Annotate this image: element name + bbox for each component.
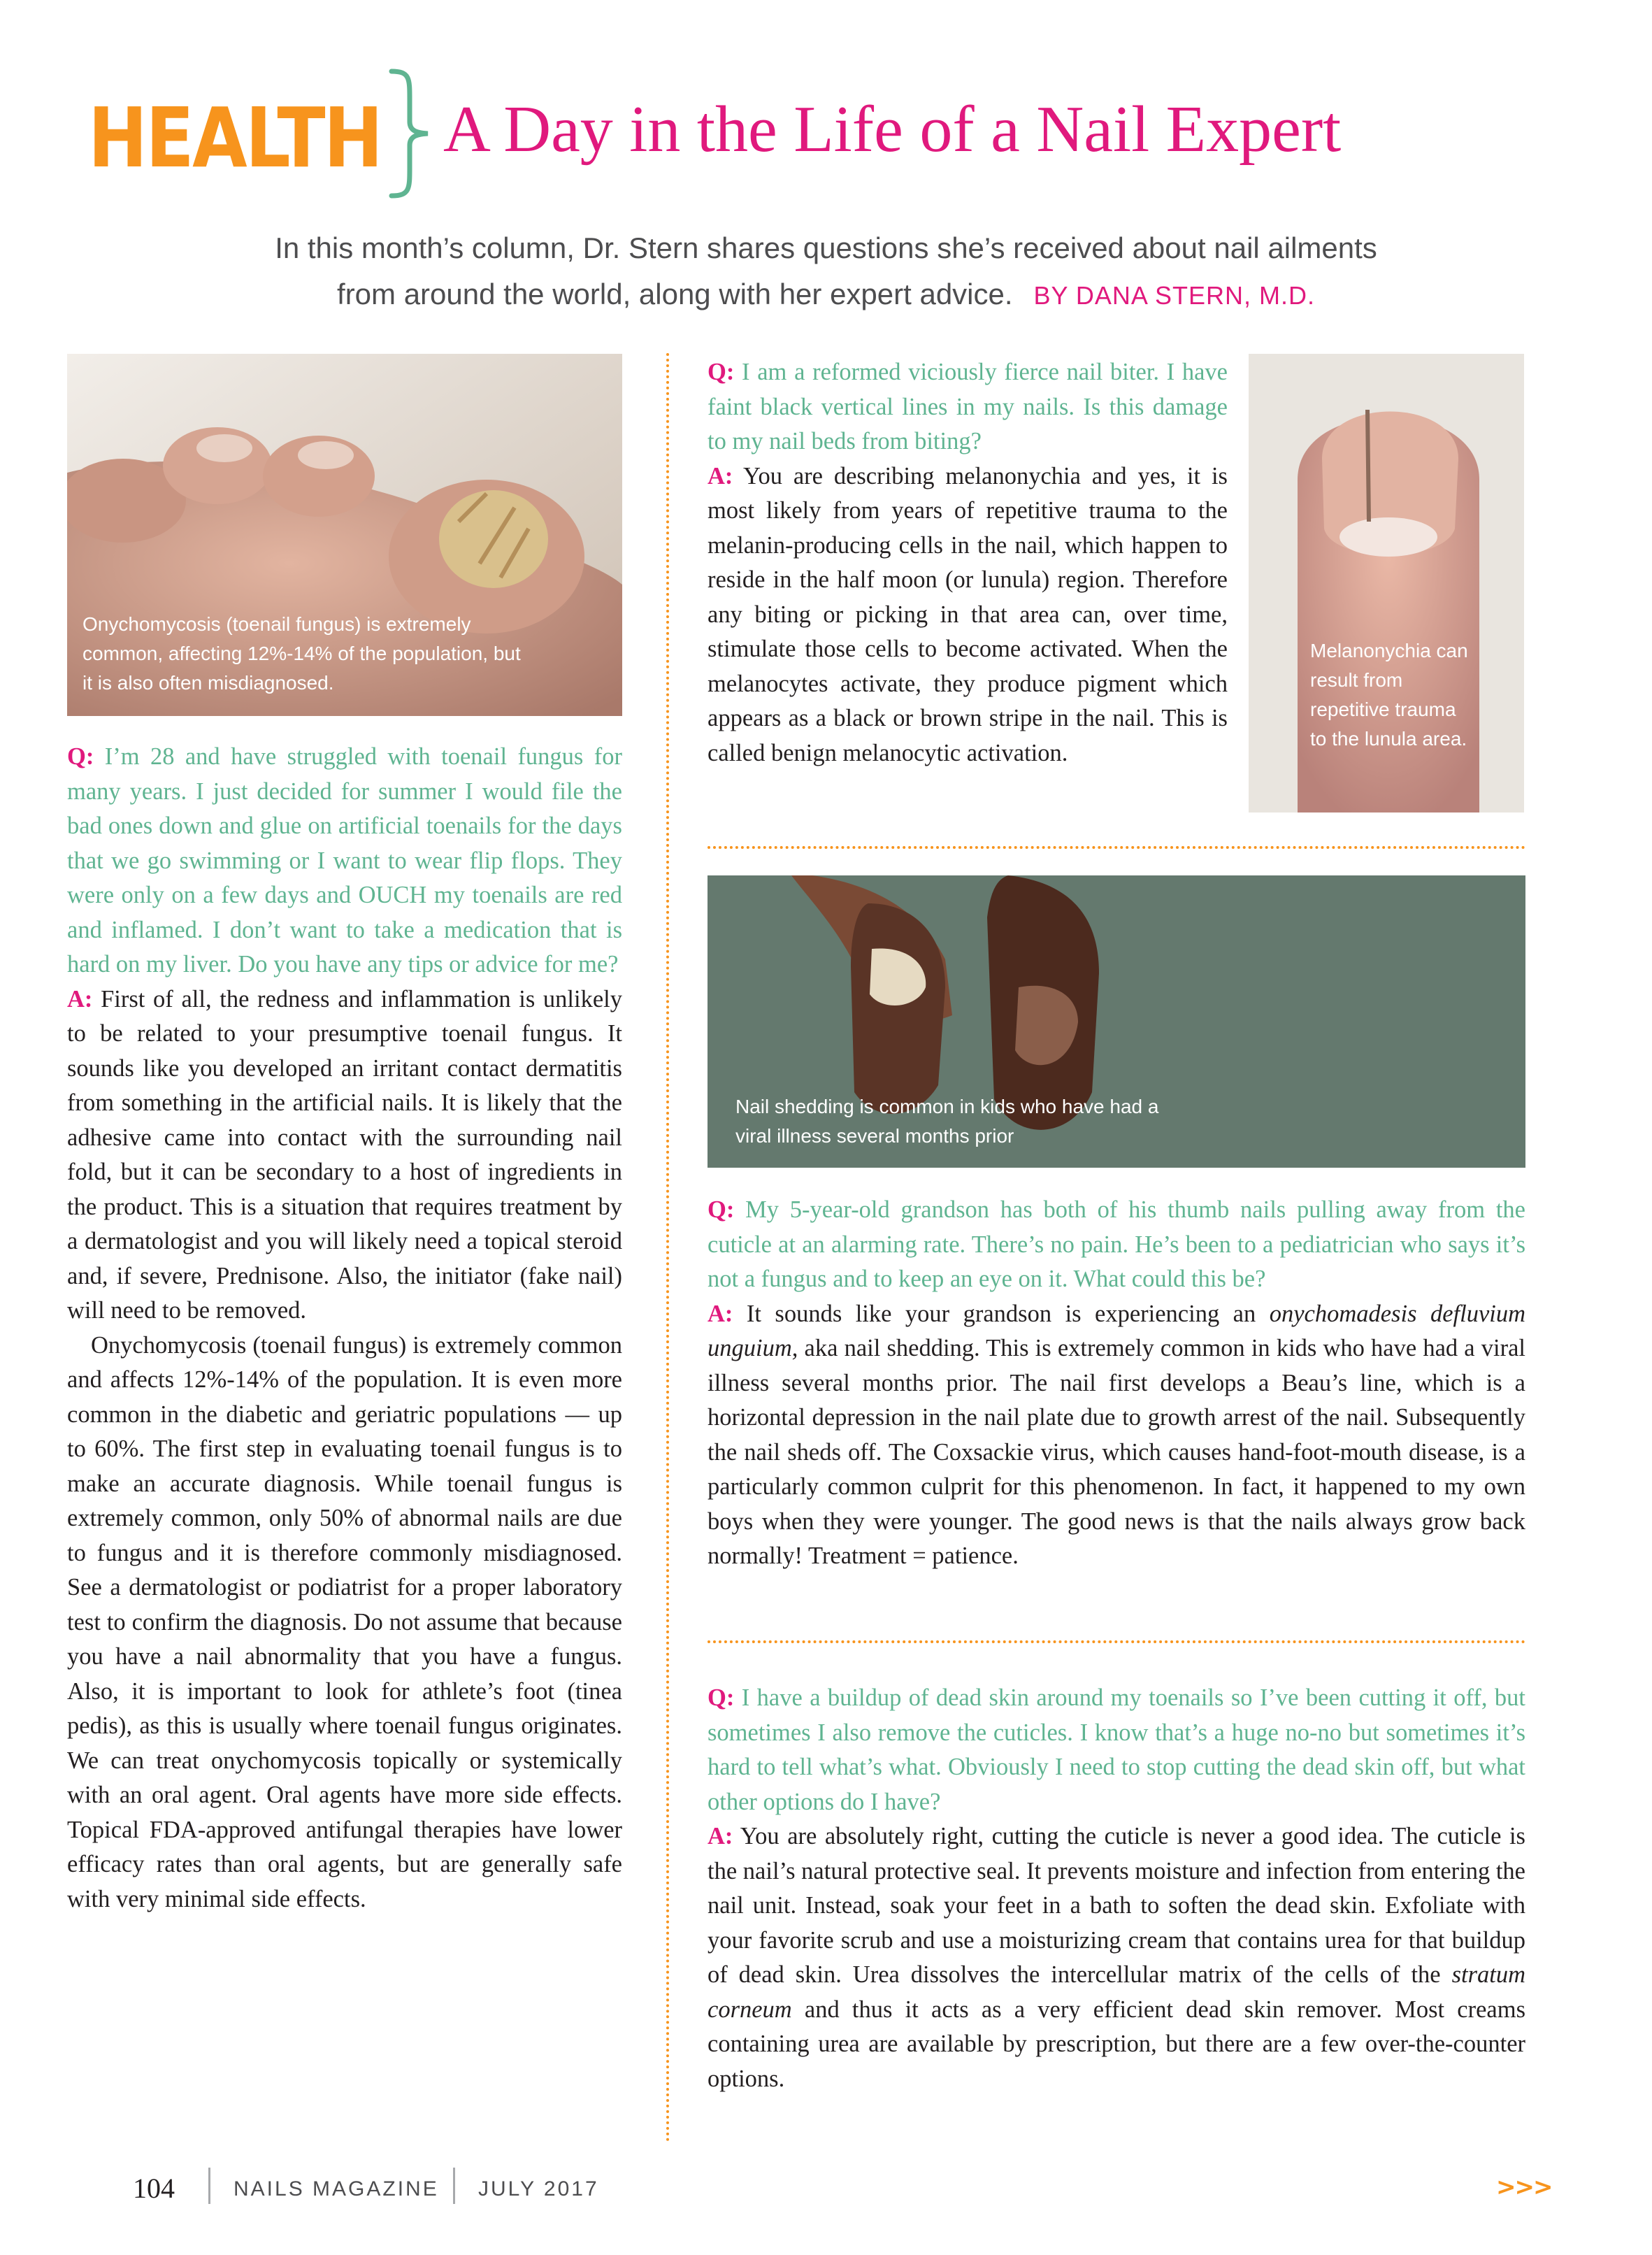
footer-issue: JULY 2017 bbox=[478, 2177, 599, 2200]
qa4-answer-term: stratum corneum bbox=[708, 1961, 1525, 2023]
qa3-answer bbox=[708, 1297, 1525, 1574]
qa4-answer-post: and thus it acts as a very efficient dead skin remover. Most creams containing urea are available by prescription, but there are a few over-the-counter options. bbox=[708, 1996, 1525, 2092]
qa1-question-text: I’m 28 and have struggled with toenail fungus for many years. I just decided for summer I would file the bad ones down and glue on artificial toenails for the days that we go swimming or I want to wear flip flops. They were only on a few days and OUCH my toenails are red and inflamed. I don’t want to take a medication that is hard on my liver. Do you have any tips or advice for me? bbox=[67, 743, 622, 978]
qa3-block bbox=[708, 1193, 1525, 1574]
qa2-answer bbox=[708, 459, 1228, 771]
q-label: Q: bbox=[708, 359, 735, 385]
deck-line-1: In this month’s column, Dr. Stern shares questions she’s received about nail ailments bbox=[275, 231, 1377, 264]
q-label: Q: bbox=[708, 1684, 735, 1711]
melanonychia-photo-caption: Melanonychia can result from repetitive trauma to the lunula area. bbox=[1310, 640, 1468, 750]
qa1-answer bbox=[67, 982, 622, 1329]
toenail-photo-caption: Onychomycosis (toenail fungus) is extremely common, affecting 12%-14% of the population, but it is also often misdiagnosed. bbox=[82, 613, 521, 694]
a-label: A: bbox=[708, 1300, 733, 1327]
qa2-block bbox=[708, 355, 1228, 771]
qa4-question-text: I have a buildup of dead skin around my toenails so I’ve been cutting it off, but sometimes I also remove the cuticles. I know that’s a huge no-no but sometimes it’s hard to tell what’s what. Obviously I need to stop cutting the dead skin off, but what other options do I have? bbox=[708, 1684, 1526, 1815]
qa3-answer-term: onychomadesis defluvium unguium, bbox=[708, 1300, 1526, 1361]
deck bbox=[0, 225, 1652, 319]
qa4-question bbox=[708, 1681, 1525, 1819]
qa3-answer-pre: It sounds like your grandson is experiencing an bbox=[746, 1300, 1256, 1327]
q-label: Q: bbox=[708, 1196, 735, 1223]
left-column bbox=[67, 740, 622, 1917]
qa1-answer-p2: Onychomycosis (toenail fungus) is extremely common and affects 12%-14% of the population. It is even more common in the diabetic and geriatric populations — up to 60%. The first step in evaluating toenail fungus is to make an accurate diagnosis. While toenail fungus is extremely common, only 50% of abnormal nails are due to fungus and it is therefore commonly misdiagnosed. See a dermatologist or podiatrist for a proper laboratory test to confirm the diagnosis. Do not assume that because you have a nail abnormality that you have a fungus. Also, it is important to look for athlete’s foot (tinea pedis), as this is usually where toenail fungus originates. We can treat onychomycosis topically or systemically with an oral agent. Oral agents have more side effects. Topical FDA-approved antifungal therapies have lower efficacy rates than oral agents, but are generally safe with very minimal side effects. bbox=[67, 1331, 622, 1912]
qa2-answer-text: You are describing melanonychia and yes, it is most likely from years of repetitive trauma to the melanin-producing cells in the nail, which happen to reside in the half moon (or lunula) region. Therefore any biting or picking in that area can, over time, stimulate those cells to become activated. When the melanocytes activate, they produce pigment which appears as a black or brown stripe in the nail. This is called benign melanocytic activation. bbox=[708, 462, 1228, 766]
toenail-fungus-photo bbox=[67, 354, 622, 716]
qa3-question bbox=[708, 1193, 1525, 1297]
qa1-answer-text: First of all, the redness and inflammation is unlikely to be related to your presumptive toenail fungus. It sounds like you developed an irritant contact dermatitis from something in the artificial nails. It is likely that the adhesive came into contact with the surrounding nail fold, but it can be secondary to a host of ingredients in the product. This is a situation that requires treatment by a dermatologist and you will likely need a topical steroid and, if severe, Prednisone. Also, the initiator (fake nail) will need to be removed. bbox=[67, 985, 622, 1324]
footer-divider bbox=[208, 2168, 210, 2204]
byline: BY DANA STERN, M.D. bbox=[1033, 281, 1315, 310]
qa3-question-text: My 5-year-old grandson has both of his thumb nails pulling away from the cuticle at an alarming rate. There’s no pain. He’s been to a pediatrician who says it’s not a fungus and to keep an eye on it. What could this be? bbox=[708, 1196, 1525, 1292]
column-divider bbox=[666, 353, 669, 2143]
a-label: A: bbox=[708, 1823, 733, 1849]
qa4-answer bbox=[708, 1819, 1525, 2096]
brace-ornament bbox=[382, 69, 433, 199]
qa4-block bbox=[708, 1681, 1525, 2096]
q-label: Q: bbox=[67, 743, 94, 770]
page-title: A Day in the Life of a Nail Expert bbox=[443, 93, 1342, 166]
a-label: A: bbox=[67, 985, 93, 1012]
footer-divider bbox=[453, 2168, 455, 2204]
deck-line-2-text: from around the world, along with her expert advice. bbox=[337, 278, 1013, 310]
section-divider bbox=[708, 846, 1525, 849]
footer-magazine: NAILS MAGAZINE bbox=[234, 2177, 439, 2200]
melanonychia-photo bbox=[1249, 354, 1524, 812]
qa1-question bbox=[67, 740, 622, 982]
nail-shedding-photo bbox=[708, 875, 1525, 1168]
page-number: 104 bbox=[133, 2172, 175, 2204]
nail-shedding-photo-caption: Nail shedding is common in kids who have had a viral illness several months prior bbox=[735, 1096, 1159, 1147]
a-label: A: bbox=[708, 462, 733, 489]
deck-line-2 bbox=[0, 271, 1652, 319]
qa4-answer-pre: You are absolutely right, cutting the cuticle is never a good idea. The cuticle is the nail’s natural protective seal. It prevents moisture and infection from entering the nail unit. Instead, soak your feet in a bath to soften the dead skin. Exfoliate with your favorite scrub and use a moisturizing cream that contains urea for that buildup of dead skin. Urea dissolves the intercellular matrix of the cells of the bbox=[708, 1823, 1525, 1988]
continue-mark: >>> bbox=[1496, 2173, 1552, 2201]
section-divider bbox=[708, 1640, 1525, 1643]
section-label: HEALTH bbox=[88, 90, 382, 186]
qa3-answer-post: aka nail shedding. This is extremely common in kids who have had a viral illness several months prior. The nail first develops a Beau’s line, which is a horizontal depression in the nail plate due to growth arrest of the nail. Subsequently the nail sheds off. The Coxsackie virus, which causes hand-foot-mouth disease, is a particularly common culprit for this phenomenon. In fact, it happened to my own boys when they were younger. The good news is that the nails always grow back normally! Treatment = patience. bbox=[708, 1335, 1525, 1569]
qa2-question bbox=[708, 355, 1228, 459]
qa2-question-text: I am a reformed viciously fierce nail biter. I have faint black vertical lines in my nails. Is this damage to my nail beds from biting? bbox=[708, 359, 1228, 454]
